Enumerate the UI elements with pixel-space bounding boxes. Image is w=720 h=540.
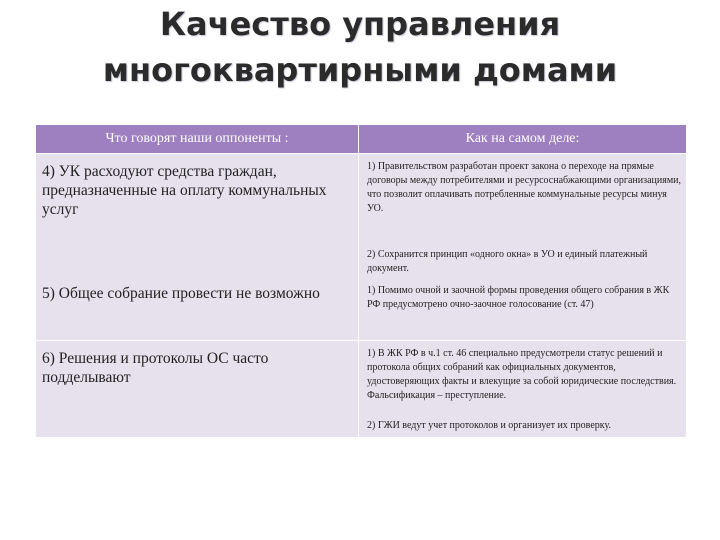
claim-text: 6) Решения и протоколы ОС часто подделывают <box>42 350 269 386</box>
header-reality: Как на самом деле: <box>359 125 686 153</box>
claim-cell <box>36 341 358 437</box>
fact-text: 1) В ЖК РФ в ч.1 ст. 46 специально предусмотрели статус решений и протокола общих собраний как официальных документов, удостоверяющих факты и влекущие за собой юридические последствия. Фальсификация – преступление. <box>367 348 677 401</box>
fact-text: 1) Помимо очной и заочной формы проведения общего собрания в ЖК РФ предусмотрено очно-заочное голосование (ст. 47) <box>367 285 670 310</box>
slide-title <box>0 0 720 112</box>
table-row <box>36 276 686 340</box>
fact-text: 2) Сохранится принцип «одного окна» в УО и единый платежный документ. <box>367 249 648 274</box>
comparison-table <box>36 125 686 437</box>
title-line-1: Качество управления <box>159 5 561 43</box>
fact-text: 1) Правительством разработан проект закона о переходе на прямые договоры между потребителями и ресурсоснабжающими организациями, что позволит оплачивать потребленные коммунальные ресурсы минуя УО. <box>367 161 682 214</box>
table-row <box>36 341 686 437</box>
claim-text: 5) Общее собрание провести не возможно <box>42 285 320 302</box>
claim-cell <box>36 276 358 340</box>
table-header-row <box>36 125 686 153</box>
facts-cell <box>359 341 686 437</box>
header-opponents: Что говорят наши оппоненты : <box>36 125 358 153</box>
facts-cell <box>359 276 686 340</box>
fact-text: 2) ГЖИ ведут учет протоколов и организует их проверку. <box>367 420 611 431</box>
title-line-2: многоквартирными домами <box>102 51 618 89</box>
claim-text: 4) УК расходуют средства граждан, предназначенные на оплату коммунальных услуг <box>42 163 327 218</box>
